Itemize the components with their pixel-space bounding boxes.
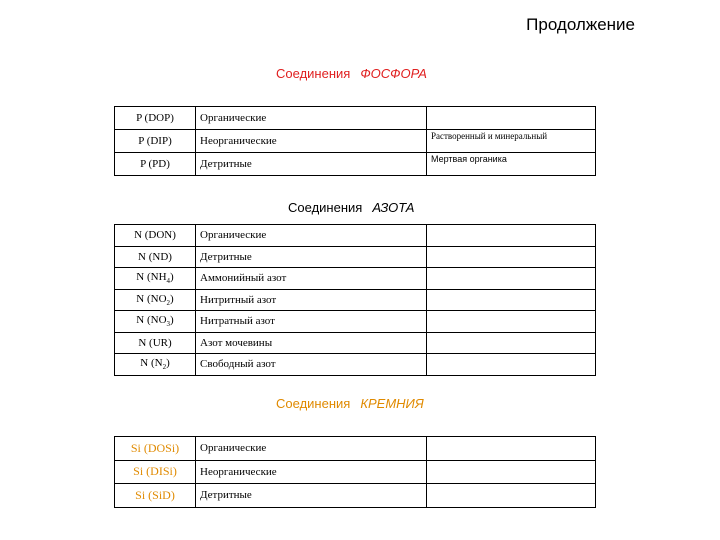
compound-code bbox=[115, 268, 196, 290]
nitrogen-heading-highlight: АЗОТА bbox=[372, 200, 415, 215]
code-end: ) bbox=[170, 271, 174, 284]
compound-name: Органические bbox=[196, 225, 427, 247]
code-base: N (NO bbox=[136, 292, 167, 305]
nitrogen-heading bbox=[288, 200, 414, 215]
empty-cell bbox=[427, 311, 596, 333]
table-row bbox=[115, 268, 596, 290]
compound-code: P (DIP) bbox=[115, 130, 196, 153]
silicon-heading-highlight: КРЕМНИЯ bbox=[360, 396, 424, 411]
compound-code bbox=[115, 289, 196, 311]
phosphorus-heading-prefix: Соединения bbox=[276, 66, 351, 81]
compound-name: Неорганические bbox=[196, 130, 427, 153]
empty-cell bbox=[427, 332, 596, 354]
table-row bbox=[115, 354, 596, 376]
empty-cell bbox=[427, 268, 596, 290]
table-row bbox=[115, 484, 596, 508]
table-row bbox=[115, 289, 596, 311]
code-end: ) bbox=[170, 314, 174, 327]
phosphorus-heading-highlight: ФОСФОРА bbox=[360, 66, 427, 81]
empty-cell bbox=[427, 437, 596, 461]
phosphorus-heading bbox=[276, 66, 427, 81]
empty-cell bbox=[427, 225, 596, 247]
code-base: N (NH bbox=[136, 271, 167, 284]
empty-cell bbox=[427, 484, 596, 508]
code-base: N (N bbox=[140, 357, 163, 370]
empty-cell bbox=[427, 354, 596, 376]
table-row bbox=[115, 153, 596, 176]
silicon-table bbox=[114, 436, 596, 508]
compound-code bbox=[115, 354, 196, 376]
table-row bbox=[115, 130, 596, 153]
empty-cell bbox=[427, 460, 596, 484]
code-end: ) bbox=[170, 292, 174, 305]
compound-name: Азот мочевины bbox=[196, 332, 427, 354]
code-end: ) bbox=[166, 357, 170, 370]
compound-code: N (UR) bbox=[115, 332, 196, 354]
code-subscript: 2 bbox=[166, 298, 171, 307]
table-row bbox=[115, 225, 596, 247]
table-row bbox=[115, 311, 596, 333]
compound-code bbox=[115, 311, 196, 333]
code-subscript: 2 bbox=[162, 363, 167, 372]
compound-code: Si (DISi) bbox=[115, 460, 196, 484]
silicon-heading-prefix: Соединения bbox=[276, 396, 351, 411]
compound-name: Органические bbox=[196, 437, 427, 461]
compound-code: P (DOP) bbox=[115, 107, 196, 130]
empty-cell bbox=[427, 246, 596, 268]
compound-code: Si (SiD) bbox=[115, 484, 196, 508]
table-row bbox=[115, 246, 596, 268]
phosphorus-table bbox=[114, 106, 596, 176]
compound-name: Нитритный азот bbox=[196, 289, 427, 311]
compound-name: Аммонийный азот bbox=[196, 268, 427, 290]
compound-name: Нитратный азот bbox=[196, 311, 427, 333]
code-base: N (NO bbox=[136, 314, 167, 327]
compound-note: Мертвая органика bbox=[427, 153, 596, 176]
table-row bbox=[115, 107, 596, 130]
compound-name: Детритные bbox=[196, 484, 427, 508]
compound-name: Неорганические bbox=[196, 460, 427, 484]
code-subscript: 3 bbox=[166, 320, 171, 329]
silicon-heading bbox=[276, 396, 424, 411]
compound-note: Растворенный и минеральный bbox=[427, 130, 596, 153]
compound-code: Si (DOSi) bbox=[115, 437, 196, 461]
table-row bbox=[115, 437, 596, 461]
empty-cell bbox=[427, 289, 596, 311]
compound-code: P (PD) bbox=[115, 153, 196, 176]
compound-name: Органические bbox=[196, 107, 427, 130]
compound-name: Детритные bbox=[196, 153, 427, 176]
table-row bbox=[115, 332, 596, 354]
nitrogen-heading-prefix: Соединения bbox=[288, 200, 363, 215]
compound-name: Свободный азот bbox=[196, 354, 427, 376]
compound-code: N (DON) bbox=[115, 225, 196, 247]
nitrogen-table bbox=[114, 224, 596, 376]
compound-name: Детритные bbox=[196, 246, 427, 268]
compound-code: N (ND) bbox=[115, 246, 196, 268]
compound-note bbox=[427, 107, 596, 130]
table-row bbox=[115, 460, 596, 484]
continuation-label: Продолжение bbox=[526, 15, 635, 34]
code-subscript: 4 bbox=[166, 277, 171, 286]
